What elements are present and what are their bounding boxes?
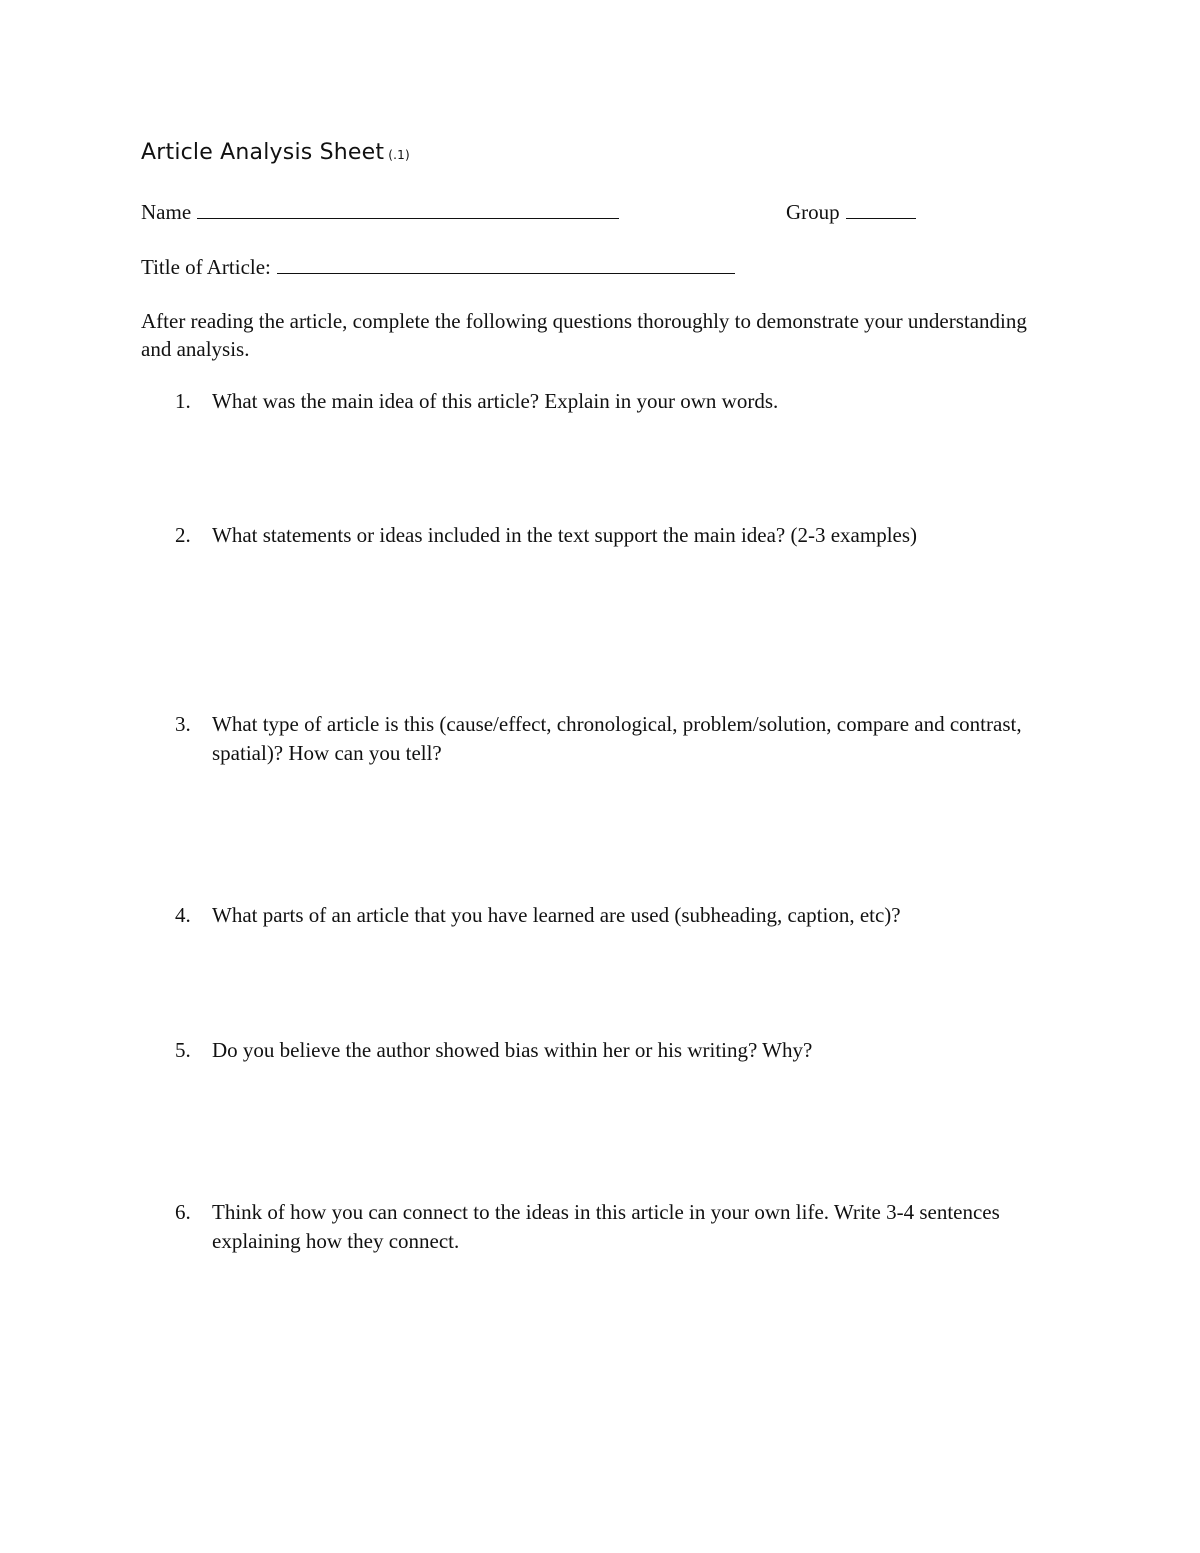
question-number: 4. [175, 903, 191, 927]
instructions-paragraph: After reading the article, complete the following questions thoroughly to demonstrate your understanding and analysis. [141, 309, 1027, 361]
question-3 [175, 710, 1055, 768]
question-text: Think of how you can connect to the ideas in this article in your own life. Write 3-4 sentences explaining how they connect. [212, 1200, 1000, 1253]
article-title-label: Title of Article: [141, 255, 271, 279]
question-number: 2. [175, 523, 191, 547]
title-text: Article Analysis Sheet [141, 140, 385, 165]
question-number: 1. [175, 389, 191, 413]
question-number: 5. [175, 1038, 191, 1062]
article-title-field [141, 253, 735, 280]
question-6 [175, 1198, 1055, 1256]
question-text: What type of article is this (cause/effect, chronological, problem/solution, compare and contrast, spatial)? How can you tell? [212, 712, 1022, 765]
name-label: Name [141, 200, 192, 224]
group-label: Group [786, 200, 840, 224]
question-text: Do you believe the author showed bias within her or his writing? Why? [212, 1038, 813, 1062]
question-5 [175, 1036, 1055, 1065]
group-field [786, 198, 916, 225]
question-number: 3. [175, 712, 191, 736]
name-field [141, 198, 619, 225]
question-text: What statements or ideas included in the text support the main idea? (2-3 examples) [212, 523, 918, 547]
name-blank-line[interactable] [197, 198, 619, 219]
article-title-blank-line[interactable] [277, 253, 735, 274]
question-number: 6. [175, 1200, 191, 1224]
group-blank-line[interactable] [846, 198, 916, 219]
question-text: What was the main idea of this article? Explain in your own words. [212, 389, 779, 413]
question-2 [175, 521, 1055, 550]
question-4 [175, 901, 1055, 930]
title-suffix: (.1) [388, 148, 410, 162]
page-title [141, 140, 410, 165]
question-text: What parts of an article that you have learned are used (subheading, caption, etc)? [212, 903, 901, 927]
question-1 [175, 387, 1055, 416]
